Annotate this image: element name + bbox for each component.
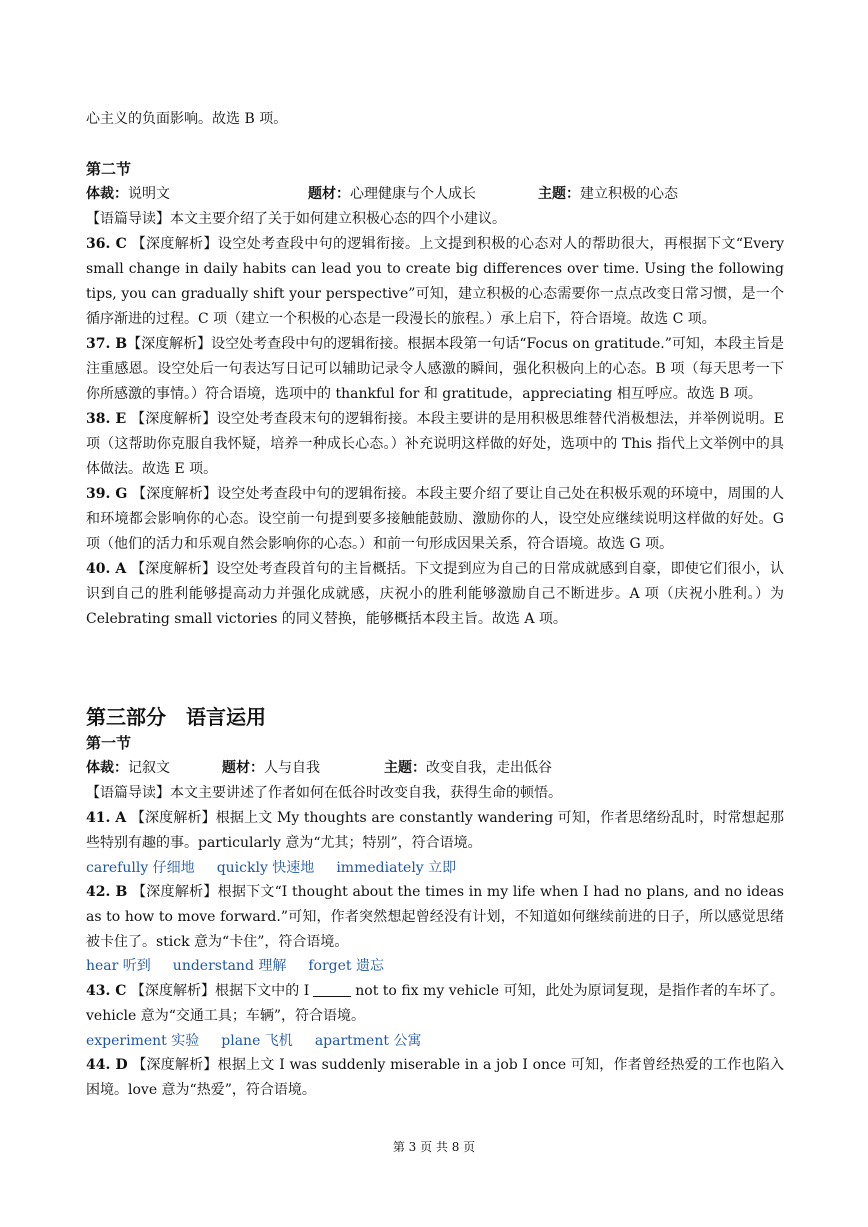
genre-value: 记叙文 — [128, 760, 170, 776]
answer-36: 36. C 【深度解析】设空处考查段中句的逻辑衔接。上文提到积极的心态对人的帮助很大，再根据下文“Every small change in daily habits can lead you to create big differences over time. Using the following tips, you can gradually shift your perspective”可知，建立积极的心态需要你一点点改变日常习惯，是一个循序渐进的过程。C 项（建立一个积极的心态是一段漫长的旅程。）承上启下，符合语境。故选 C 项。 — [86, 236, 785, 327]
option: forget 遗忘 — [308, 958, 384, 974]
genre-label: 体裁： — [86, 186, 128, 202]
answer-39: 39. G 【深度解析】设空处考查段中句的逻辑衔接。本段主要介绍了要让自己处在积极乐观的环境中，周围的人和环境都会影响你的心态。设空前一句提到要多接触能鼓励、激励你的人，设空处应继续说明这样做的好处。G 项（他们的活力和乐观自然会影响你的心态。）和前一句形成因果关系，符合语境。故选 G 项。 — [86, 486, 785, 552]
answer-40: 40. A 【深度解析】设空处考查段首句的主旨概括。下文提到应为自己的日常成就感到自豪，即使它们很小，认识到自己的胜利能够提高动力并强化成就感，庆祝小的胜利能够激励自己不断进步。A 项（庆祝小胜利。）为 Celebrating small victories 的同义替换，能够概括本段主旨。故选 A 项。 — [86, 561, 785, 627]
intro-label: 【语篇导读】 — [86, 785, 170, 801]
part-3-subtitle: 第一节 — [86, 734, 132, 752]
topic-label: 题材： — [308, 186, 350, 202]
section-2-answers — [86, 232, 784, 632]
option: hear 听到 — [86, 958, 151, 974]
section-2-intro — [86, 208, 506, 230]
answer-41: 41. A 【深度解析】根据上文 My thoughts are constantly wandering 可知，作者思绪纷乱时，时常想起那些特别有趣的事。particularly 意为“尤其；特别”，符合语境。 — [86, 810, 784, 851]
answer-42: 42. B 【深度解析】根据下文“I thought about the times in my life when I had no plans, and no ideas as to how to move forward.”可知，作者突然想起曾经没有计划，不知道如何继续前进的日子，所以感觉思绪被卡住了。stick 意为“卡住”，符合语境。 — [86, 884, 784, 950]
option: plane 飞机 — [221, 1033, 293, 1049]
intro-text: 本文主要讲述了作者如何在低谷时改变自我，获得生命的顿悟。 — [170, 785, 562, 801]
option: carefully 仔细地 — [86, 860, 195, 876]
page-footer: 第 3 页 共 8 页 — [392, 1140, 476, 1154]
part-3-title: 第三部分 语言运用 — [86, 705, 266, 729]
options-42 — [86, 955, 406, 977]
intro-text: 本文主要介绍了关于如何建立积极心态的四个小建议。 — [170, 211, 506, 227]
genre-label: 体裁： — [86, 760, 128, 776]
topic-label: 题材： — [222, 760, 264, 776]
answer-38: 38. E 【深度解析】设空处考查段末句的逻辑衔接。本段主要讲的是用积极思维替代消极想法，并举例说明。E 项（这帮助你克服自我怀疑，培养一种成长心态。）补充说明这样做的好处，选项中的 This 指代上文举例中的具体做法。故选 E 项。 — [86, 411, 785, 477]
option: experiment 实验 — [86, 1033, 200, 1049]
answer-37: 37. B【深度解析】设空处考查段中句的逻辑衔接。根据本段第一句话“Focus on gratitude.”可知，本段主旨是注重感恩。设空处后一句表达写日记可以辅助记录令人感激的瞬间，强化积极向上的心态。B 项（每天思考一下你所感激的事情。）符合语境，选项中的 thankful for 和 gratitude，appreciating 相互呼应。故选 B 项。 — [86, 336, 784, 402]
theme-label: 主题： — [538, 186, 580, 202]
part-3-intro — [86, 782, 562, 804]
section-2-title: 第二节 — [86, 160, 132, 178]
option: quickly 快速地 — [216, 860, 315, 876]
option: understand 理解 — [172, 958, 287, 974]
theme-value: 建立积极的心态 — [580, 186, 678, 202]
blank-line — [313, 982, 351, 997]
theme-value: 改变自我，走出低谷 — [426, 760, 552, 776]
genre-value: 说明文 — [128, 186, 170, 202]
options-41 — [86, 857, 478, 879]
topic-value: 心理健康与个人成长 — [350, 186, 476, 202]
option: immediately 立即 — [336, 860, 457, 876]
option: apartment 公寓 — [314, 1033, 422, 1049]
options-43 — [86, 1030, 443, 1052]
theme-label: 主题： — [384, 760, 426, 776]
top-line: 心主义的负面影响。故选 B 项。 — [86, 111, 288, 127]
intro-label: 【语篇导读】 — [86, 211, 170, 227]
answer-43: 43. C 【深度解析】根据下文中的 I not to fix my vehicle 可知，此处为原词复现，是指作者的车坏了。vehicle 意为“交通工具；车辆”，符合语境。 — [86, 983, 785, 1024]
answer-44: 44. D 【深度解析】根据上文 I was suddenly miserable in a job I once 可知，作者曾经热爱的工作也陷入困境。love 意为“热爱”，符合语境。 — [86, 1057, 785, 1098]
topic-value: 人与自我 — [264, 760, 320, 776]
